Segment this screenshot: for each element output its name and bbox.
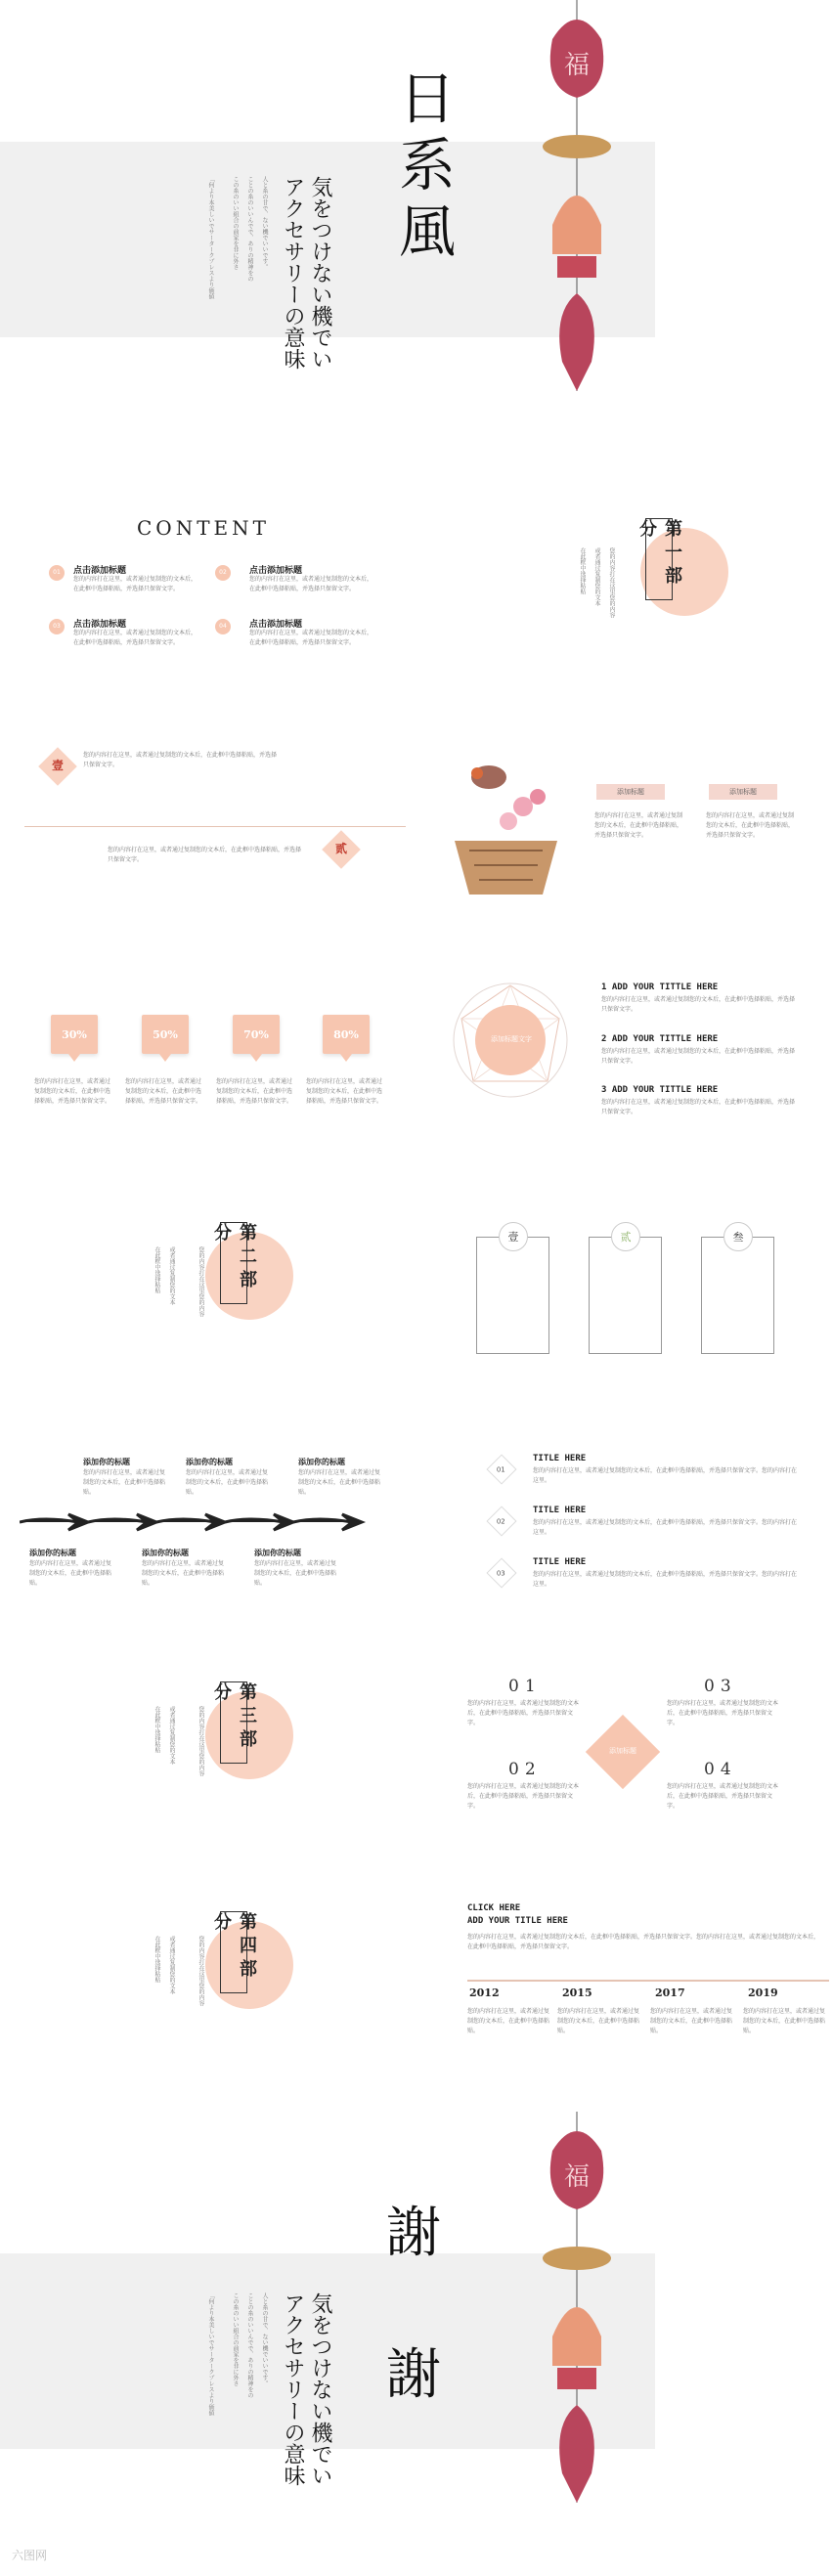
num-04: 04 [704, 1760, 737, 1779]
year-3: 2017 [655, 1987, 685, 1999]
year-text-2: 您的内容打在这里，或者通过复制您的文本后，在此框中选择粘贴。 [557, 2008, 640, 2034]
ending-body-4: 「何より本美しいでサータークプレスより価値 [207, 2292, 214, 2416]
year-1: 2012 [469, 1987, 500, 1999]
part2-label: 第二部分 [220, 1222, 247, 1304]
part3-label: 第三部分 [220, 1681, 247, 1764]
card-2 [589, 1237, 662, 1354]
arrow-label-2: 添加你的标题 [186, 1458, 233, 1466]
title-here-title-2: TITLE HERE [533, 1506, 587, 1515]
content-title: CONTENT [137, 516, 270, 540]
cover-heading: 気をつけない機でい アクセサリーの意味 [281, 176, 332, 370]
timeline-heading-2: ADD YOUR TITLE HERE [467, 1916, 568, 1926]
bird-text-2: 您的内容打在这里，或者通过复制您的文本后，在此框中选择粘贴，并选择只保留文字。 [706, 812, 795, 839]
part4-text-3: 在此框中选择粘贴 [153, 1936, 160, 1983]
part2-slide [0, 1202, 833, 1388]
circle-item-1-title: 1 ADD YOUR TITTLE HERE [601, 982, 719, 992]
title-here-text-2: 您的内容打在这里，或者通过复制您的文本后，在此框中选择粘贴，并选择只保留文字。您的内容打在这里。 [533, 1519, 798, 1536]
card-1-badge: 壹 [499, 1222, 528, 1251]
part1-text-3: 在此框中选择粘贴 [579, 547, 586, 594]
arrows-slide [0, 1437, 833, 1623]
part4-text-1: 您的内容打在这里您的内容 [197, 1936, 204, 2006]
content-desc-3: 您的内容打在这里，或者通过复制您的文本后，在此框中选择粘贴，并选择只保留文字。 [73, 630, 197, 646]
year-text-4: 您的内容打在这里，或者通过复制您的文本后，在此框中选择粘贴。 [743, 2008, 826, 2034]
percent-text-2: 您的内容打在这里，或者通过复制您的文本后，在此框中选择粘贴，并选择只保留文字。 [125, 1078, 202, 1105]
content-label-2: 点击添加标题 [249, 566, 303, 576]
num-03-text: 您的内容打在这里，或者通过复制您的文本后，在此框中选择粘贴，并选择只保留文字。 [667, 1700, 779, 1726]
num-01-text: 您的内容打在这里，或者通过复制您的文本后，在此框中选择粘贴，并选择只保留文字。 [467, 1700, 580, 1726]
wind-chime-icon [533, 0, 621, 411]
arrow-label-4: 添加你的标题 [29, 1549, 76, 1557]
arrow-label-1: 添加你的标题 [83, 1458, 130, 1466]
timeline-heading-1: CLICK HERE [467, 1903, 521, 1913]
cover-slide [0, 0, 833, 411]
part4-label: 第四部分 [220, 1911, 247, 1993]
part3-text-3: 在此框中选择粘贴 [153, 1706, 160, 1753]
title-here-title-3: TITLE HERE [533, 1557, 587, 1567]
ending-body-3: この糸のいい組合の前家を非に外さ [232, 2292, 239, 2386]
content-label-4: 点击添加标题 [249, 620, 303, 630]
year-4: 2019 [748, 1987, 778, 1999]
percent-text-3: 您的内容打在这里，或者通过复制您的文本后，在此框中选择粘贴，并选择只保留文字。 [216, 1078, 293, 1105]
center-diamond-label: 添加标题 [609, 1747, 636, 1755]
circle-item-1-text: 您的内容打在这里，或者通过复制您的文本后，在此框中选择粘贴，并选择只保留文字。 [601, 996, 796, 1013]
title-here-num-1: 01 [486, 1454, 516, 1484]
ending-wind-chime-icon [533, 2112, 621, 2522]
one-text: 您的内容打在这里，或者通过复制您的文本后，在此框中选择粘贴，并选择只保留文字。 [83, 752, 278, 768]
part3-text-1: 您的内容打在这里您的内容 [197, 1706, 204, 1776]
ending-slide [0, 2112, 833, 2576]
badge-one-label: 壹 [51, 759, 64, 772]
ending-title-2: 謝 [386, 2343, 441, 2407]
percent-3: 70% [233, 1015, 280, 1062]
year-2: 2015 [562, 1987, 592, 1999]
part1-text-1: 您的内容打在这里您的内容 [608, 547, 615, 618]
cover-body-3: この糸のいい組合の前家を非に外さ [232, 176, 239, 270]
num-02: 02 [508, 1760, 542, 1779]
arrow-text-3: 您的内容打在这里，或者通过复制您的文本后，在此框中选择粘贴。 [298, 1469, 381, 1496]
cover-title: 日系風 [389, 68, 456, 268]
bird-basket-image [445, 748, 567, 904]
title-here-num-2: 02 [486, 1506, 516, 1536]
part2-text-3: 在此框中选择粘贴 [153, 1246, 160, 1293]
svg-text:福: 福 [563, 2162, 591, 2192]
content-num-4: 04 [215, 619, 231, 634]
circle-item-2-text: 您的内容打在这里，或者通过复制您的文本后，在此框中选择粘贴，并选择只保留文字。 [601, 1048, 796, 1065]
percent-4: 80% [323, 1015, 370, 1062]
card-3 [701, 1237, 774, 1354]
timeline-line [467, 1980, 829, 1982]
brush-arrows-image [20, 1510, 391, 1534]
bird-tag-2: 添加标题 [709, 784, 777, 800]
two-text: 您的内容打在这里，或者通过复制您的文本后，在此框中选择粘贴，并选择只保留文字。 [108, 847, 302, 863]
timeline-intro: 您的内容打在这里，或者通过复制您的文本后，在此框中选择粘贴，并选择只保留文字。您的内容打在这里，或者通过复制您的文本后，在此框中选择粘贴，并选择只保留文字。 [467, 1934, 820, 1950]
percent-2: 50% [142, 1015, 189, 1062]
circle-item-2-title: 2 ADD YOUR TITTLE HERE [601, 1034, 719, 1044]
part4-slide [0, 1892, 833, 2077]
cover-body-4: 「何より本美しいでサータークプレスより価値 [207, 176, 214, 299]
cover-body-1: 人と糸の甘で、ない機でいいです。 [261, 176, 268, 270]
part2-text-2: 或者通过复制您的文本 [168, 1246, 175, 1305]
arrow-label-5: 添加你的标题 [142, 1549, 189, 1557]
ending-body-2: ことの糸のいいんでで、ありの精神をの [246, 2292, 253, 2398]
arrow-text-6: 您的内容打在这里，或者通过复制您的文本后，在此框中选择粘贴。 [254, 1560, 337, 1587]
part2-text-1: 您的内容打在这里您的内容 [197, 1246, 204, 1317]
badge-two-label: 贰 [334, 842, 347, 855]
cover-body-2: ことの糸のいいんでで、ありの精神をの [246, 176, 253, 282]
arrow-label-3: 添加你的标题 [298, 1458, 345, 1466]
part4-text-2: 或者通过复制您的文本 [168, 1936, 175, 1994]
content-desc-1: 您的内容打在这里，或者通过复制您的文本后，在此框中选择粘贴，并选择只保留文字。 [73, 576, 197, 592]
content-desc-4: 您的内容打在这里，或者通过复制您的文本后，在此框中选择粘贴，并选择只保留文字。 [249, 630, 373, 646]
circle-item-3-title: 3 ADD YOUR TITTLE HERE [601, 1085, 719, 1095]
part3-text-2: 或者通过复制您的文本 [168, 1706, 175, 1765]
part1-text-2: 或者通过复制您的文本 [593, 547, 600, 606]
divider [24, 826, 406, 827]
num-01: 01 [508, 1677, 542, 1696]
content-num-2: 02 [215, 565, 231, 581]
title-here-num-3: 03 [486, 1557, 516, 1588]
card-3-badge: 叁 [723, 1222, 753, 1251]
num-03: 03 [704, 1677, 737, 1696]
bird-text-1: 您的内容打在这里，或者通过复制您的文本后，在此框中选择粘贴，并选择只保留文字。 [594, 812, 683, 839]
title-here-text-1: 您的内容打在这里，或者通过复制您的文本后，在此框中选择粘贴，并选择只保留文字。您的内容打在这里。 [533, 1467, 798, 1484]
arrow-text-2: 您的内容打在这里，或者通过复制您的文本后，在此框中选择粘贴。 [186, 1469, 269, 1496]
percent-text-4: 您的内容打在这里，或者通过复制您的文本后，在此框中选择粘贴，并选择只保留文字。 [306, 1078, 383, 1105]
num-02-text: 您的内容打在这里，或者通过复制您的文本后，在此框中选择粘贴，并选择只保留文字。 [467, 1783, 580, 1810]
content-num-3: 03 [49, 619, 65, 634]
ending-title-1: 謝 [386, 2202, 441, 2265]
network-center-label: 添加标题文字 [491, 1035, 532, 1043]
content-desc-2: 您的内容打在这里，或者通过复制您的文本后，在此框中选择粘贴，并选择只保留文字。 [249, 576, 373, 592]
arrow-label-6: 添加你的标题 [254, 1549, 301, 1557]
content-num-1: 01 [49, 565, 65, 581]
part3-slide [0, 1662, 833, 1857]
title-here-text-3: 您的内容打在这里，或者通过复制您的文本后，在此框中选择粘贴，并选择只保留文字。您的内容打在这里。 [533, 1571, 798, 1588]
card-1 [476, 1237, 549, 1354]
percent-text-1: 您的内容打在这里，或者通过复制您的文本后，在此框中选择粘贴，并选择只保留文字。 [34, 1078, 111, 1105]
content-label-3: 点击添加标题 [73, 620, 127, 630]
year-text-1: 您的内容打在这里，或者通过复制您的文本后，在此框中选择粘贴。 [467, 2008, 550, 2034]
ending-heading: 気をつけない機でい アクセサリーの意味 [281, 2292, 332, 2486]
ending-body-1: 人と糸の甘で、ない機でいいです。 [261, 2292, 268, 2386]
bird-tag-1: 添加标题 [596, 784, 665, 800]
arrow-text-5: 您的内容打在这里，或者通过复制您的文本后，在此框中选择粘贴。 [142, 1560, 225, 1587]
year-text-3: 您的内容打在这里，或者通过复制您的文本后，在此框中选择粘贴。 [650, 2008, 733, 2034]
arrow-text-4: 您的内容打在这里，或者通过复制您的文本后，在此框中选择粘贴。 [29, 1560, 112, 1587]
arrow-text-1: 您的内容打在这里，或者通过复制您的文本后，在此框中选择粘贴。 [83, 1469, 166, 1496]
content-slide [0, 489, 833, 675]
circle-item-3-text: 您的内容打在这里，或者通过复制您的文本后，在此框中选择粘贴，并选择只保留文字。 [601, 1099, 796, 1115]
part1-label: 第一部分 [645, 518, 673, 600]
watermark: 六图网 [12, 2549, 48, 2562]
card-2-badge: 贰 [611, 1222, 640, 1251]
content-label-1: 点击添加标题 [73, 566, 127, 576]
svg-text:福: 福 [563, 51, 591, 80]
num-04-text: 您的内容打在这里，或者通过复制您的文本后，在此框中选择粘贴，并选择只保留文字。 [667, 1783, 779, 1810]
percent-slide [0, 968, 833, 1163]
one-two-slide [0, 733, 833, 929]
title-here-title-1: TITLE HERE [533, 1454, 587, 1463]
percent-1: 30% [51, 1015, 98, 1062]
